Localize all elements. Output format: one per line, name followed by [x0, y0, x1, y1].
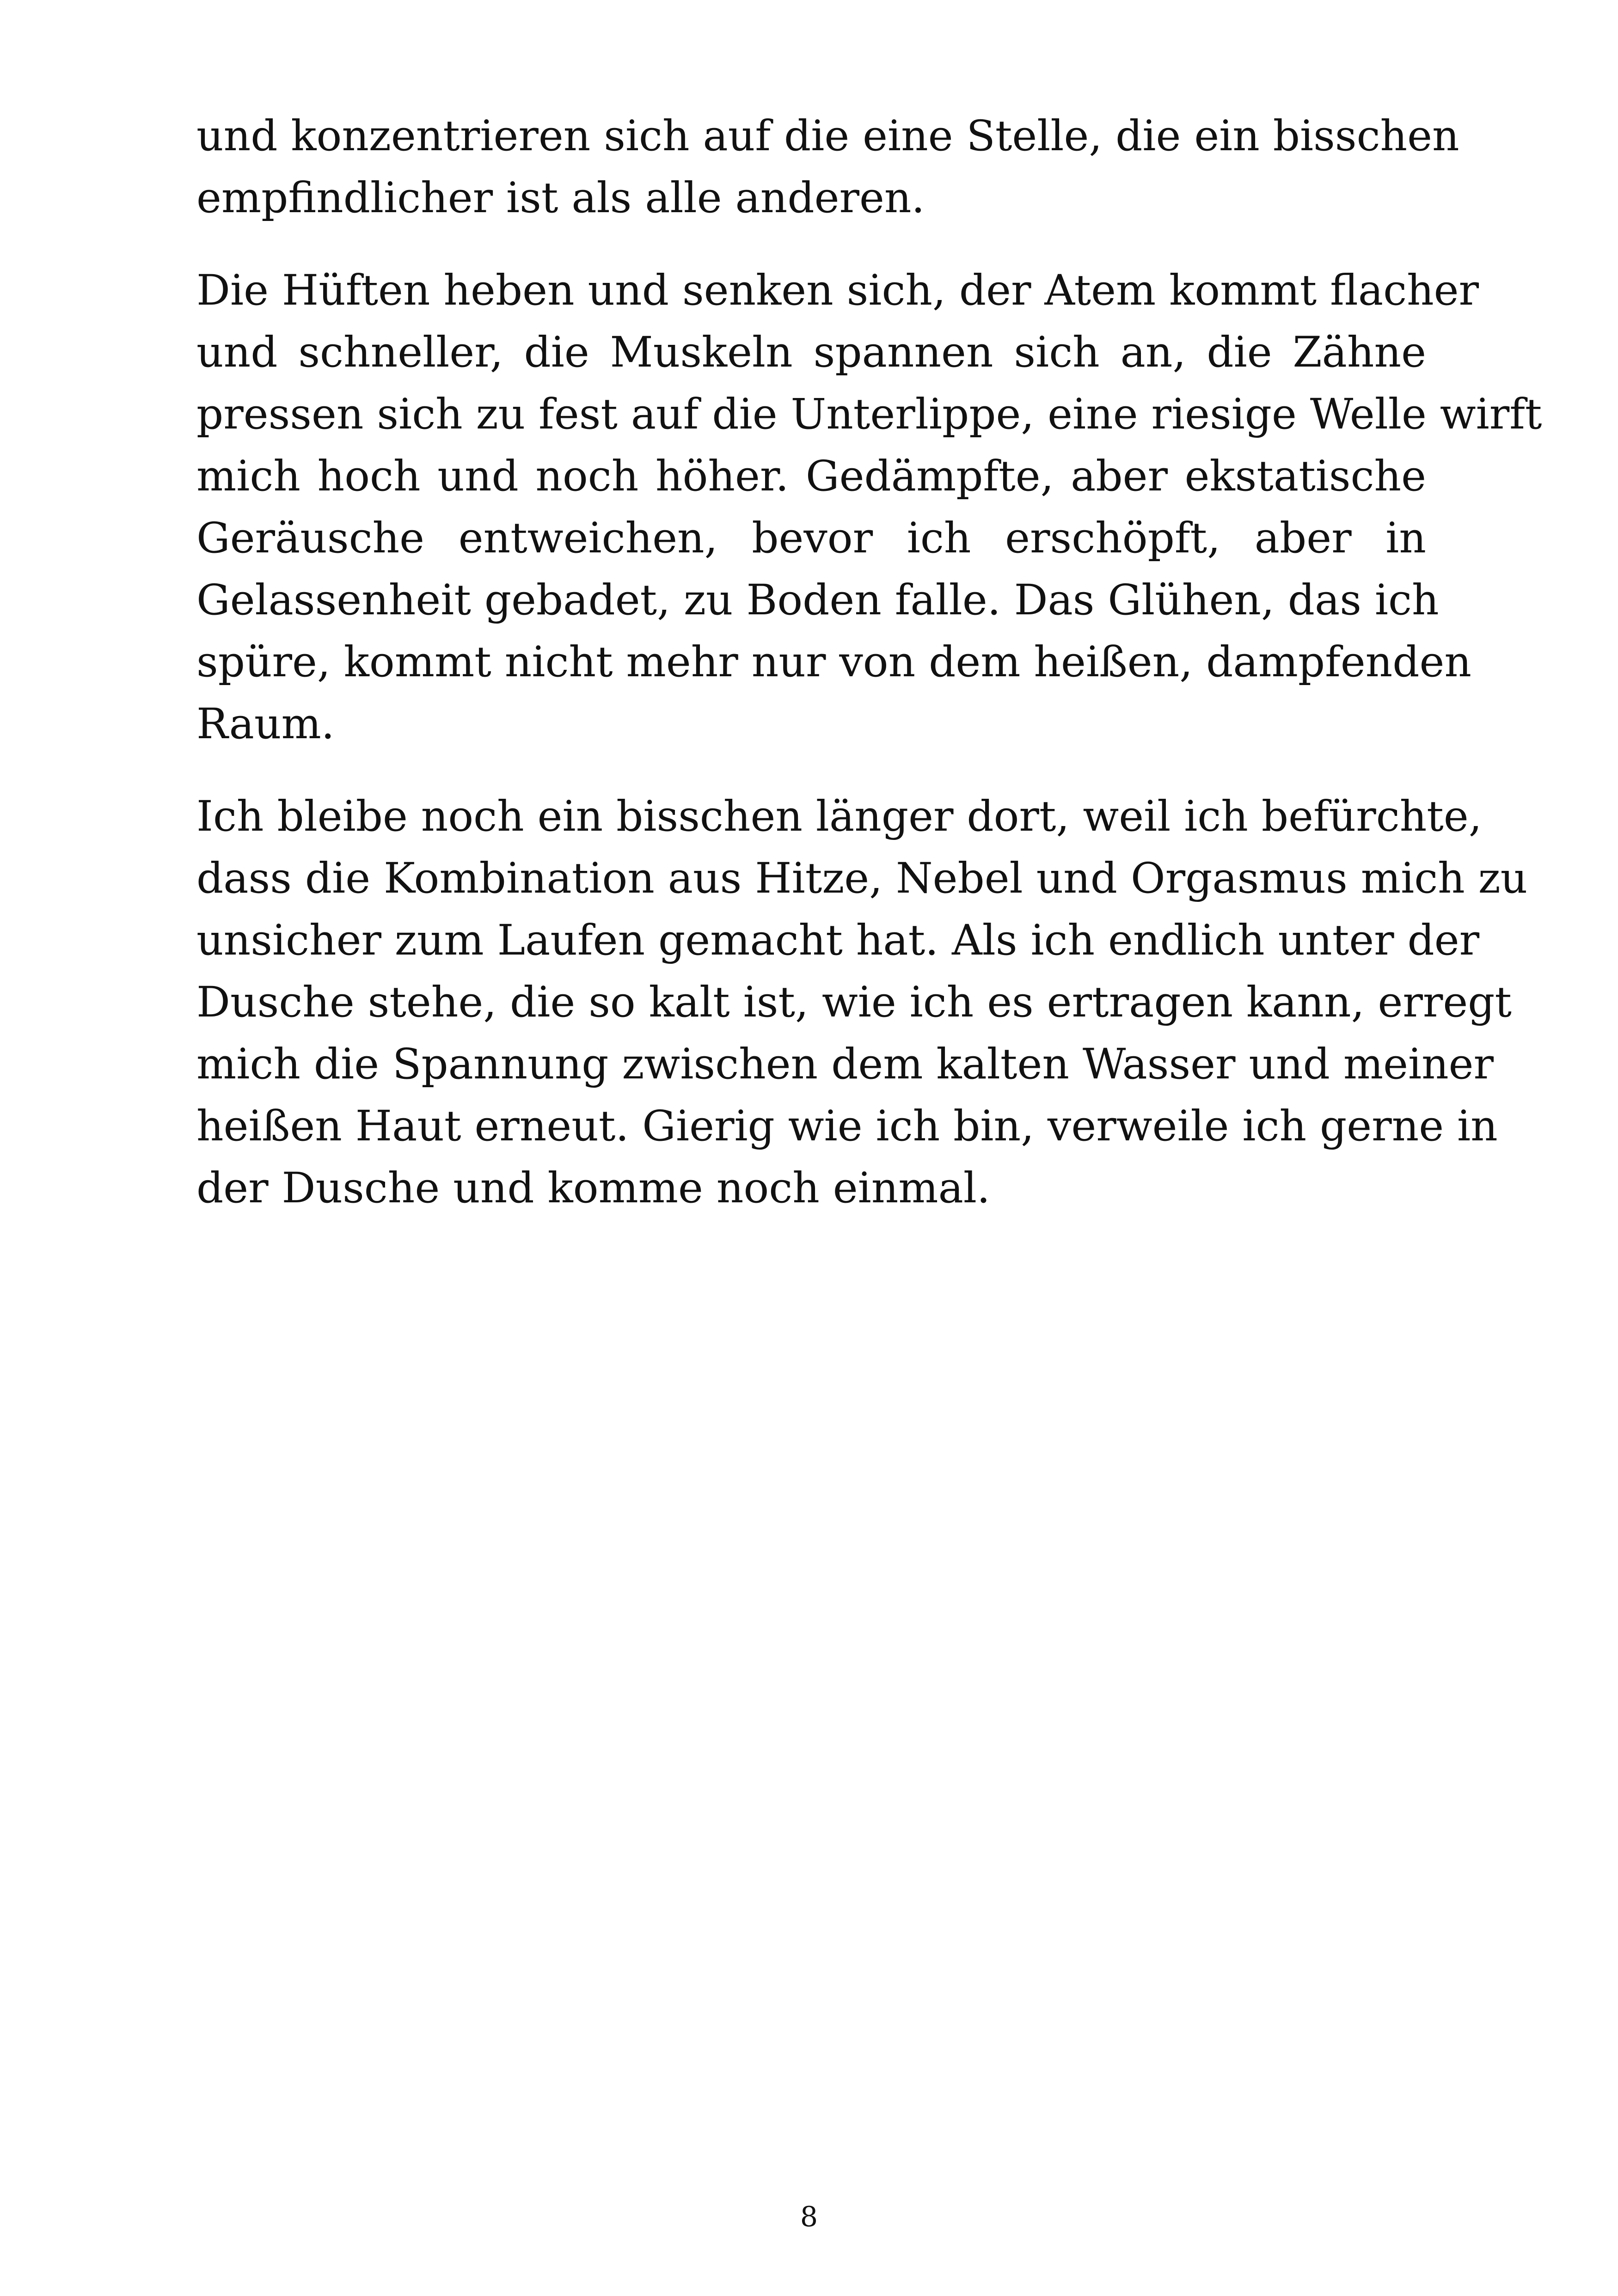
text-line: Gelassenheit gebadet, zu Boden falle. Das Glühen, das ich	[196, 576, 1439, 625]
text-line: Dusche stehe, die so kalt ist, wie ich es ertragen kann, erregt	[196, 978, 1512, 1027]
text-line: Raum.	[196, 700, 335, 748]
text-line: Geräusche entweichen, bevor ich erschöpft, aber in	[196, 514, 1426, 563]
text-line: der Dusche und komme noch einmal.	[196, 1164, 990, 1212]
text-line: mich hoch und noch höher. Gedämpfte, aber ekstatische	[196, 452, 1426, 501]
text-line: Die Hüften heben und senken sich, der Atem kommt flacher	[196, 266, 1479, 315]
body-text	[196, 105, 1542, 1250]
text-line: spüre, kommt nicht mehr nur von dem heißen, dampfenden	[196, 638, 1471, 686]
text-line: unsicher zum Laufen gemacht hat. Als ich endlich unter der	[196, 916, 1480, 965]
text-line: und schneller, die Muskeln spannen sich an, die Zähne	[196, 328, 1426, 377]
text-line: pressen sich zu fest auf die Unterlippe, eine riesige Welle wirft	[196, 390, 1542, 439]
text-line: und konzentrieren sich auf die eine Stelle, die ein bisschen	[196, 112, 1459, 160]
page-number: 8	[800, 2201, 818, 2233]
text-line: dass die Kombination aus Hitze, Nebel und Orgasmus mich zu	[196, 854, 1528, 903]
text-line: heißen Haut erneut. Gierig wie ich bin, verweile ich gerne in	[196, 1102, 1498, 1151]
text-line: empfindlicher ist als alle anderen.	[196, 174, 925, 222]
paragraph-3	[196, 786, 1528, 1219]
text-line: Ich bleibe noch ein bisschen länger dort, weil ich befürchte,	[196, 792, 1482, 841]
text-line: mich die Spannung zwischen dem kalten Wasser und meiner	[196, 1040, 1494, 1089]
paragraph-2	[196, 260, 1542, 755]
paragraph-1	[196, 105, 1459, 229]
